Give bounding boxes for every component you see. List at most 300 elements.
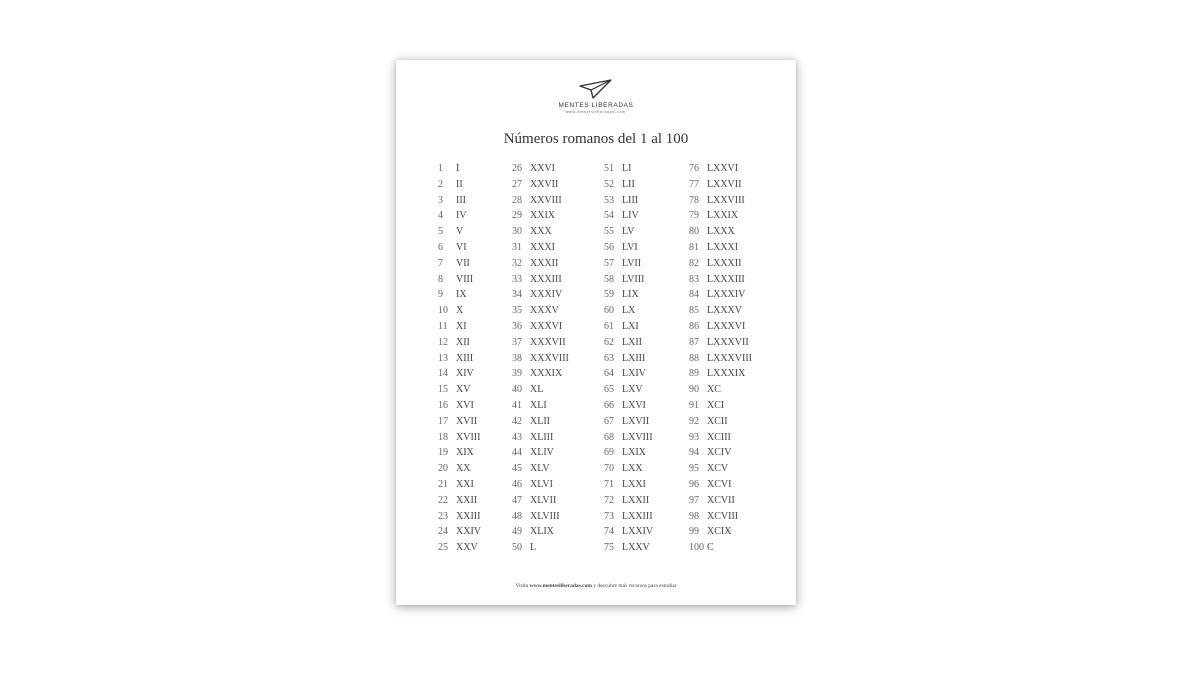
list-item: [512, 335, 569, 351]
roman-numeral: LXXV: [622, 542, 650, 554]
roman-numeral: LVIII: [622, 273, 645, 285]
roman-numeral: LXV: [622, 384, 643, 396]
column-4: [689, 161, 752, 556]
list-item: [512, 493, 569, 509]
arabic-number: 93: [689, 431, 699, 443]
roman-numeral: L: [530, 542, 537, 554]
list-item: [438, 256, 481, 272]
roman-numeral: XLII: [530, 415, 550, 427]
arabic-number: 53: [604, 194, 614, 206]
roman-numeral: XV: [456, 384, 471, 396]
roman-numeral: XXXII: [530, 257, 559, 269]
roman-numeral: LXXIII: [622, 510, 653, 522]
arabic-number: 14: [438, 368, 448, 380]
arabic-number: 40: [512, 384, 522, 396]
roman-numeral: LIV: [622, 210, 639, 222]
arabic-number: 57: [604, 257, 614, 269]
list-item: [512, 224, 569, 240]
roman-numeral: XLIX: [530, 526, 554, 538]
brand-url: www.mentesliberadas.com: [565, 110, 627, 114]
arabic-number: 28: [512, 194, 522, 206]
arabic-number: 84: [689, 289, 699, 301]
arabic-number: 43: [512, 431, 522, 443]
arabic-number: 39: [512, 368, 522, 380]
list-item: [604, 524, 653, 540]
arabic-number: 44: [512, 447, 522, 459]
arabic-number: 97: [689, 494, 699, 506]
roman-numeral: C: [707, 542, 714, 554]
list-item: [689, 366, 752, 382]
roman-numeral: XLVIII: [530, 510, 560, 522]
list-item: [689, 461, 752, 477]
column-3: [604, 161, 653, 556]
arabic-number: 33: [512, 273, 522, 285]
list-item: [438, 224, 481, 240]
list-item: [689, 477, 752, 493]
arabic-number: 38: [512, 352, 522, 364]
arabic-number: 32: [512, 257, 522, 269]
list-item: [512, 240, 569, 256]
list-item: [604, 382, 653, 398]
arabic-number: 10: [438, 305, 448, 317]
roman-numeral: III: [456, 194, 466, 206]
arabic-number: 34: [512, 289, 522, 301]
arabic-number: 13: [438, 352, 448, 364]
arabic-number: 91: [689, 399, 699, 411]
list-item: [438, 240, 481, 256]
list-item: [689, 335, 752, 351]
list-item: [512, 303, 569, 319]
roman-numeral: LXXVII: [707, 178, 742, 190]
list-item: [512, 540, 569, 556]
list-item: [438, 461, 481, 477]
footer-link[interactable]: www.mentesliberadas.com: [529, 583, 592, 589]
roman-numeral: XXXVIII: [530, 352, 569, 364]
arabic-number: 99: [689, 526, 699, 538]
roman-numeral: XXVIII: [530, 194, 562, 206]
list-item: [512, 193, 569, 209]
list-item: [438, 208, 481, 224]
roman-numeral: XCVIII: [707, 510, 739, 522]
roman-numeral: LXVI: [622, 399, 646, 411]
roman-numeral: LXXXVIII: [707, 352, 752, 364]
arabic-number: 69: [604, 447, 614, 459]
list-item: [604, 193, 653, 209]
roman-numeral: XVIII: [456, 431, 481, 443]
list-item: [438, 366, 481, 382]
roman-numeral: XXXV: [530, 305, 559, 317]
roman-numeral: LXX: [622, 463, 643, 475]
arabic-number: 66: [604, 399, 614, 411]
list-item: [438, 414, 481, 430]
arabic-number: 64: [604, 368, 614, 380]
roman-numeral: XXXIX: [530, 368, 563, 380]
roman-numeral: XLI: [530, 399, 547, 411]
roman-numeral: LXXX: [707, 226, 735, 238]
roman-numeral: LXVIII: [622, 431, 653, 443]
list-item: [438, 272, 481, 288]
roman-numeral: LIII: [622, 194, 639, 206]
roman-numeral: XXX: [530, 226, 552, 238]
list-item: [512, 414, 569, 430]
list-item: [512, 319, 569, 335]
arabic-number: 54: [604, 210, 614, 222]
list-item: [689, 272, 752, 288]
arabic-number: 17: [438, 415, 448, 427]
arabic-number: 12: [438, 336, 448, 348]
arabic-number: 55: [604, 226, 614, 238]
list-item: [438, 161, 481, 177]
list-item: [512, 366, 569, 382]
list-item: [604, 366, 653, 382]
list-item: [438, 524, 481, 540]
list-item: [604, 335, 653, 351]
roman-numeral: VI: [456, 241, 467, 253]
list-item: [604, 177, 653, 193]
roman-numeral: XXVI: [530, 163, 555, 174]
arabic-number: 48: [512, 510, 522, 522]
arabic-number: 9: [438, 289, 443, 301]
list-item: [689, 524, 752, 540]
arabic-number: 78: [689, 194, 699, 206]
footer-prefix: Visita: [515, 583, 530, 589]
arabic-number: 60: [604, 305, 614, 317]
arabic-number: 19: [438, 447, 448, 459]
list-item: [689, 351, 752, 367]
list-item: [604, 414, 653, 430]
roman-numeral: LXXXVII: [707, 336, 749, 348]
list-item: [438, 398, 481, 414]
list-item: [689, 256, 752, 272]
logo: [396, 78, 796, 114]
roman-numeral: X: [456, 305, 464, 317]
arabic-number: 83: [689, 273, 699, 285]
list-item: [604, 240, 653, 256]
arabic-number: 70: [604, 463, 614, 475]
roman-numeral: LXXII: [622, 494, 650, 506]
list-item: [604, 161, 653, 177]
list-item: [438, 382, 481, 398]
list-item: [512, 509, 569, 525]
list-item: [512, 208, 569, 224]
column-1: [438, 161, 481, 556]
arabic-number: 46: [512, 478, 522, 490]
arabic-number: 30: [512, 226, 522, 238]
roman-numeral: XCIII: [707, 431, 731, 443]
roman-numeral: XII: [456, 336, 470, 348]
roman-numeral: XXVII: [530, 178, 559, 190]
arabic-number: 56: [604, 241, 614, 253]
roman-numeral: XCVI: [707, 478, 732, 490]
roman-numeral: LXXXIX: [707, 368, 746, 380]
list-item: [438, 351, 481, 367]
roman-numeral: LXXIV: [622, 526, 654, 538]
roman-numeral: XCVII: [707, 494, 735, 506]
list-item: [604, 256, 653, 272]
arabic-number: 65: [604, 384, 614, 396]
roman-numeral: XLVII: [530, 494, 557, 506]
roman-numeral: XLV: [530, 463, 550, 475]
roman-numeral: XCII: [707, 415, 728, 427]
roman-numeral: II: [456, 178, 463, 190]
arabic-number: 24: [438, 526, 448, 538]
list-item: [689, 177, 752, 193]
roman-numeral: LXXI: [622, 478, 646, 490]
list-item: [689, 319, 752, 335]
roman-numeral: LXXXIV: [707, 289, 746, 301]
column-2: [512, 161, 569, 556]
roman-numeral: LXII: [622, 336, 642, 348]
list-item: [689, 208, 752, 224]
roman-numeral: XXII: [456, 494, 478, 506]
roman-numeral: XXIV: [456, 526, 481, 538]
list-item: [604, 493, 653, 509]
roman-numeral: XVI: [456, 399, 474, 411]
arabic-number: 87: [689, 336, 699, 348]
arabic-number: 25: [438, 542, 448, 554]
list-item: [604, 208, 653, 224]
arabic-number: 88: [689, 352, 699, 364]
list-item: [512, 256, 569, 272]
list-item: [604, 477, 653, 493]
arabic-number: 49: [512, 526, 522, 538]
list-item: [512, 351, 569, 367]
document-page: [396, 60, 796, 605]
brand-name: MENTES LIBERADAS: [558, 102, 634, 109]
arabic-number: 85: [689, 305, 699, 317]
list-item: [438, 303, 481, 319]
roman-numeral: XIV: [456, 368, 474, 380]
list-item: [512, 272, 569, 288]
arabic-number: 67: [604, 415, 614, 427]
roman-numeral: LXI: [622, 320, 639, 332]
arabic-number: 3: [438, 194, 443, 206]
roman-numeral: XXIX: [530, 210, 555, 222]
arabic-number: 41: [512, 399, 522, 411]
roman-numeral: LXXXI: [707, 241, 739, 253]
arabic-number: 63: [604, 352, 614, 364]
numerals-table: [396, 161, 796, 561]
list-item: [512, 398, 569, 414]
roman-numeral: XX: [456, 463, 471, 475]
arabic-number: 50: [512, 542, 522, 554]
roman-numeral: LXXIX: [707, 210, 739, 222]
arabic-number: 1: [438, 163, 443, 174]
arabic-number: 100: [689, 542, 704, 554]
arabic-number: 11: [438, 320, 448, 332]
list-item: [604, 303, 653, 319]
roman-numeral: XCI: [707, 399, 725, 411]
arabic-number: 98: [689, 510, 699, 522]
arabic-number: 62: [604, 336, 614, 348]
arabic-number: 6: [438, 241, 443, 253]
list-item: [689, 240, 752, 256]
list-item: [512, 445, 569, 461]
roman-numeral: XL: [530, 384, 544, 396]
roman-numeral: LXIX: [622, 447, 646, 459]
arabic-number: 82: [689, 257, 699, 269]
list-item: [604, 509, 653, 525]
roman-numeral: XXI: [456, 478, 474, 490]
arabic-number: 76: [689, 163, 699, 174]
roman-numeral: XXV: [456, 542, 478, 554]
roman-numeral: LXXXVI: [707, 320, 746, 332]
roman-numeral: LXVII: [622, 415, 650, 427]
roman-numeral: XIX: [456, 447, 474, 459]
list-item: [689, 493, 752, 509]
arabic-number: 18: [438, 431, 448, 443]
roman-numeral: LXXXIII: [707, 273, 745, 285]
list-item: [512, 161, 569, 177]
list-item: [689, 430, 752, 446]
list-item: [689, 303, 752, 319]
roman-numeral: XXXVII: [530, 336, 566, 348]
arabic-number: 16: [438, 399, 448, 411]
arabic-number: 81: [689, 241, 699, 253]
list-item: [512, 430, 569, 446]
roman-numeral: XXXI: [530, 241, 555, 253]
roman-numeral: LXIV: [622, 368, 646, 380]
list-item: [604, 287, 653, 303]
list-item: [689, 287, 752, 303]
list-item: [438, 540, 481, 556]
arabic-number: 42: [512, 415, 522, 427]
roman-numeral: XC: [707, 384, 721, 396]
list-item: [689, 224, 752, 240]
page-title: Números romanos del 1 al 100: [503, 131, 689, 147]
roman-numeral: LXXXII: [707, 257, 742, 269]
arabic-number: 31: [512, 241, 522, 253]
roman-numeral: LVI: [622, 241, 638, 253]
arabic-number: 45: [512, 463, 522, 475]
arabic-number: 80: [689, 226, 699, 238]
arabic-number: 59: [604, 289, 614, 301]
arabic-number: 35: [512, 305, 522, 317]
list-item: [604, 351, 653, 367]
arabic-number: 92: [689, 415, 699, 427]
list-item: [604, 461, 653, 477]
list-item: [512, 382, 569, 398]
arabic-number: 72: [604, 494, 614, 506]
roman-numeral: LXIII: [622, 352, 646, 364]
roman-numeral: IV: [456, 210, 467, 222]
arabic-number: 26: [512, 163, 522, 174]
roman-numeral: XCIV: [707, 447, 732, 459]
list-item: [689, 398, 752, 414]
arabic-number: 68: [604, 431, 614, 443]
arabic-number: 58: [604, 273, 614, 285]
arabic-number: 77: [689, 178, 699, 190]
arabic-number: 37: [512, 336, 522, 348]
roman-numeral: XLIV: [530, 447, 554, 459]
arabic-number: 75: [604, 542, 614, 554]
roman-numeral: XLIII: [530, 431, 554, 443]
arabic-number: 52: [604, 178, 614, 190]
list-item: [604, 445, 653, 461]
roman-numeral: I: [456, 163, 460, 174]
list-item: [689, 509, 752, 525]
list-item: [438, 509, 481, 525]
list-item: [438, 493, 481, 509]
arabic-number: 8: [438, 273, 443, 285]
arabic-number: 89: [689, 368, 699, 380]
arabic-number: 95: [689, 463, 699, 475]
list-item: [438, 193, 481, 209]
arabic-number: 90: [689, 384, 699, 396]
list-item: [689, 161, 752, 177]
arabic-number: 4: [438, 210, 443, 222]
list-item: [689, 382, 752, 398]
footer-note: [396, 583, 796, 589]
list-item: [604, 430, 653, 446]
list-item: [604, 224, 653, 240]
list-item: [438, 430, 481, 446]
list-item: [689, 414, 752, 430]
roman-numeral: XI: [456, 320, 467, 332]
roman-numeral: LX: [622, 305, 636, 317]
list-item: [512, 287, 569, 303]
arabic-number: 7: [438, 257, 443, 269]
list-item: [689, 193, 752, 209]
roman-numeral: LXXVIII: [707, 194, 745, 206]
arabic-number: 20: [438, 463, 448, 475]
roman-numeral: XVII: [456, 415, 478, 427]
roman-numeral: LIX: [622, 289, 639, 301]
roman-numeral: LV: [622, 226, 635, 238]
list-item: [512, 477, 569, 493]
arabic-number: 27: [512, 178, 522, 190]
list-item: [689, 445, 752, 461]
roman-numeral: LXXVI: [707, 163, 739, 174]
list-item: [604, 272, 653, 288]
arabic-number: 96: [689, 478, 699, 490]
arabic-number: 86: [689, 320, 699, 332]
roman-numeral: XIII: [456, 352, 474, 364]
list-item: [438, 477, 481, 493]
list-item: [438, 177, 481, 193]
paper-plane-icon: [578, 78, 614, 100]
roman-numeral: XXXVI: [530, 320, 563, 332]
roman-numeral: XCIX: [707, 526, 732, 538]
arabic-number: 36: [512, 320, 522, 332]
list-item: [512, 524, 569, 540]
arabic-number: 79: [689, 210, 699, 222]
list-item: [604, 319, 653, 335]
list-item: [604, 540, 653, 556]
arabic-number: 15: [438, 384, 448, 396]
arabic-number: 2: [438, 178, 443, 190]
arabic-number: 21: [438, 478, 448, 490]
list-item: [438, 335, 481, 351]
roman-numeral: XXIII: [456, 510, 481, 522]
roman-numeral: XXXIV: [530, 289, 563, 301]
list-item: [438, 445, 481, 461]
arabic-number: 5: [438, 226, 443, 238]
roman-numeral: LXXXV: [707, 305, 742, 317]
arabic-number: 61: [604, 320, 614, 332]
roman-numeral: IX: [456, 289, 467, 301]
list-item: [689, 540, 752, 556]
roman-numeral: VIII: [456, 273, 474, 285]
arabic-number: 74: [604, 526, 614, 538]
roman-numeral: LVII: [622, 257, 642, 269]
roman-numeral: XCV: [707, 463, 729, 475]
roman-numeral: LI: [622, 163, 632, 174]
list-item: [512, 177, 569, 193]
roman-numeral: XLVI: [530, 478, 553, 490]
list-item: [604, 398, 653, 414]
footer-suffix: y descubre más recursos para estudiar: [591, 583, 677, 589]
